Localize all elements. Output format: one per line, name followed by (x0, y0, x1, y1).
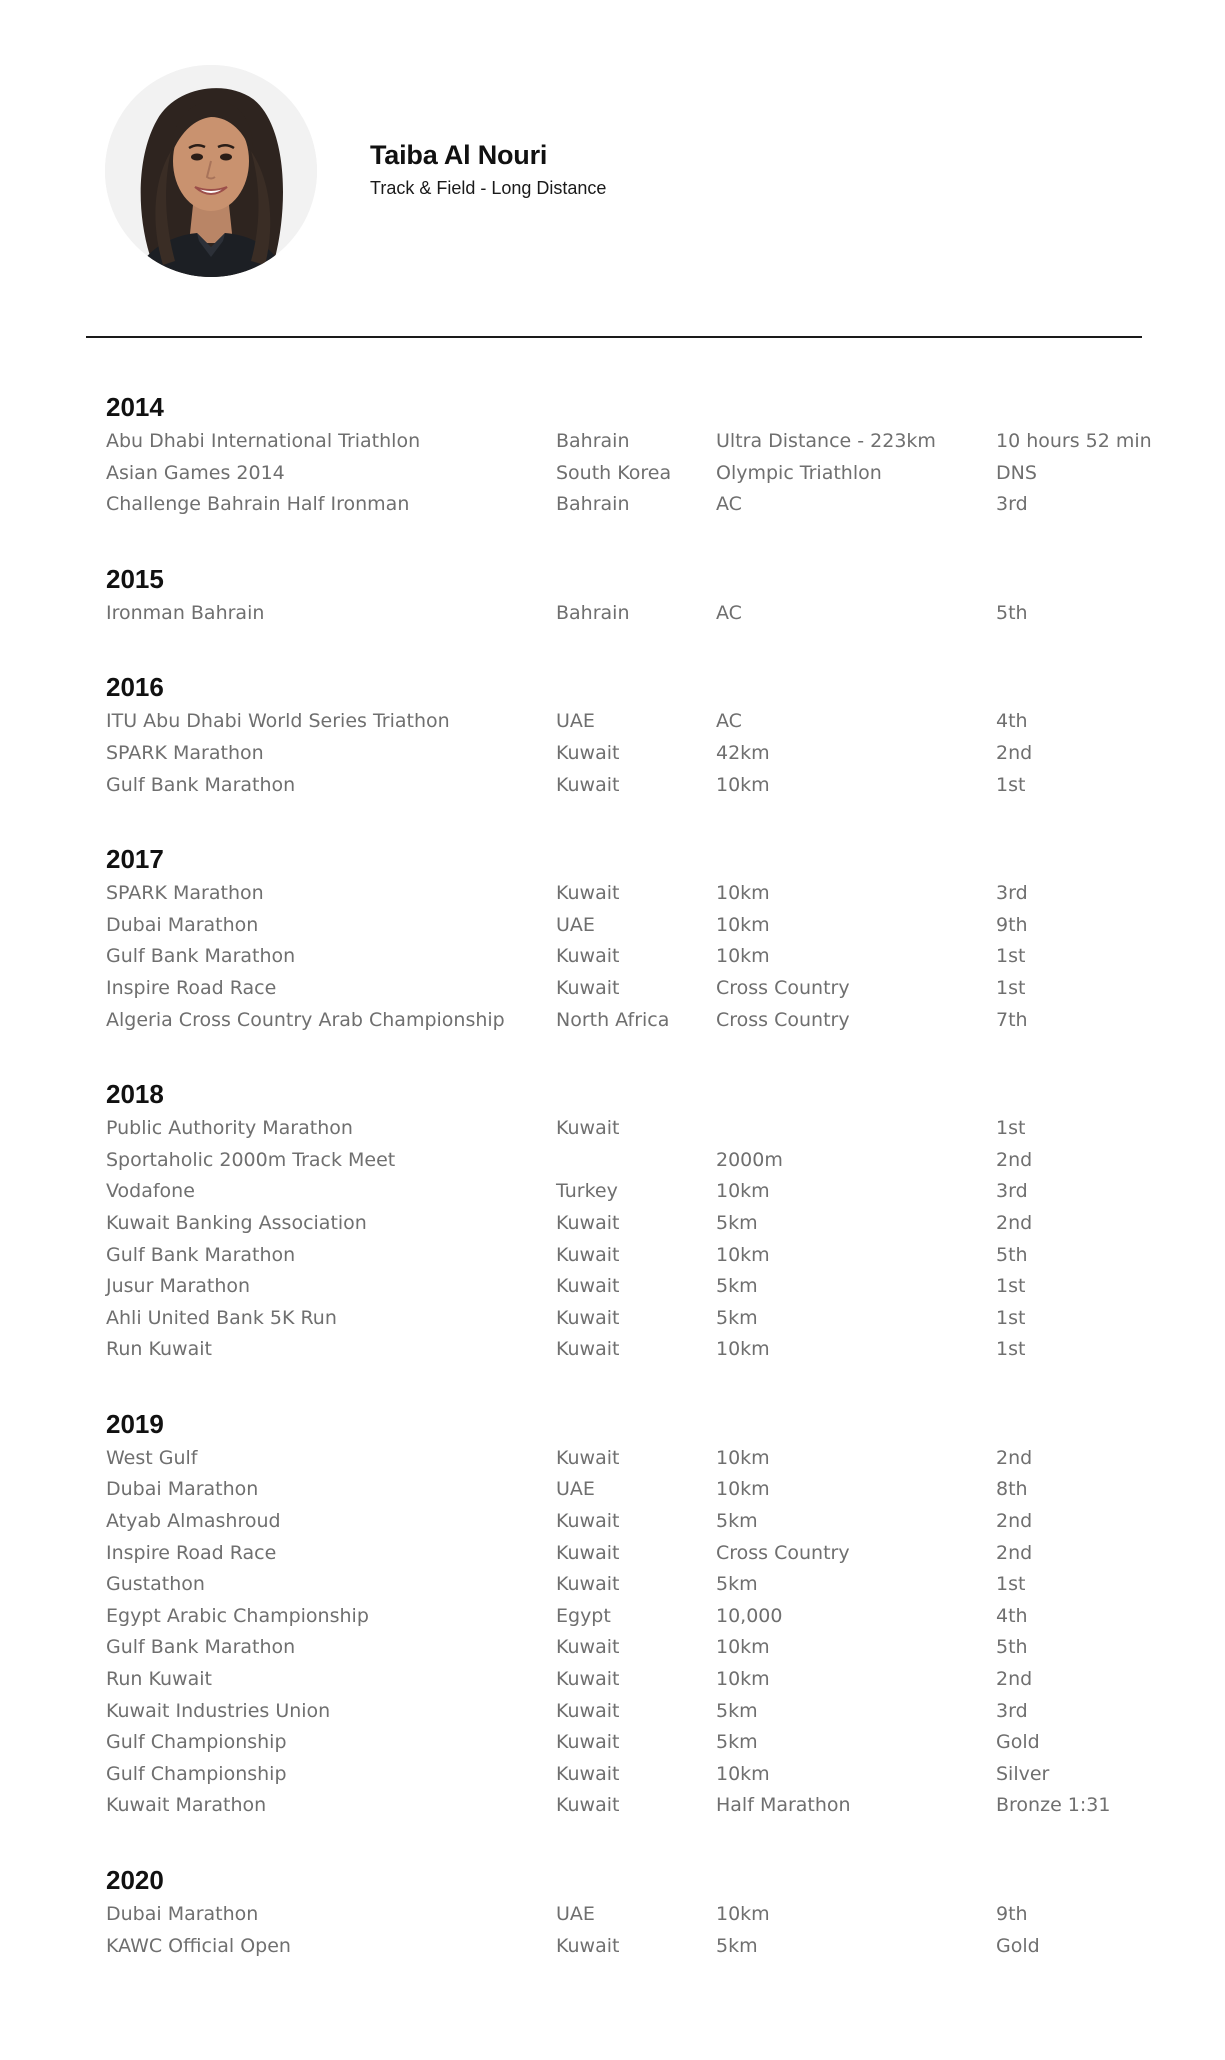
event-name: Kuwait Banking Association (106, 1211, 367, 1234)
event-name: Gustathon (106, 1573, 205, 1596)
event-category: 10km (716, 1478, 770, 1501)
event-name: Inspire Road Race (106, 976, 277, 999)
event-result: 2nd (996, 1446, 1033, 1469)
event-category: Cross Country (716, 976, 850, 999)
event-name: SPARK Marathon (106, 741, 264, 764)
event-result: 4th (996, 710, 1028, 733)
event-country: Kuwait (556, 741, 620, 764)
event-result: 2nd (996, 1510, 1033, 1533)
event-name: Kuwait Industries Union (106, 1699, 331, 1722)
event-name: Egypt Arabic Championship (106, 1604, 369, 1627)
result-row (106, 1271, 1186, 1303)
event-country: Kuwait (556, 1510, 620, 1533)
event-result: 1st (996, 976, 1026, 999)
event-category: 10km (716, 1446, 770, 1469)
event-result: 2nd (996, 1668, 1033, 1691)
event-country: Egypt (556, 1604, 611, 1627)
result-row (106, 1005, 1186, 1037)
event-category: 10km (716, 773, 770, 796)
event-name: Jusur Marathon (106, 1275, 251, 1298)
event-name: Algeria Cross Country Arab Championship (106, 1008, 505, 1031)
event-country: UAE (556, 1903, 595, 1925)
athlete-portrait-icon (105, 65, 317, 277)
year-section-2019 (106, 1405, 1186, 1822)
year-heading: 2020 (106, 1865, 164, 1895)
event-category: 10km (716, 1180, 770, 1203)
event-result: 9th (996, 1903, 1028, 1925)
event-category: Cross Country (716, 1008, 850, 1031)
event-name: Sportaholic 2000m Track Meet (106, 1148, 396, 1171)
event-category: 5km (716, 1211, 758, 1234)
event-category: AC (716, 601, 742, 624)
result-row (106, 1303, 1186, 1335)
event-category: 5km (716, 1275, 758, 1298)
result-row (106, 1474, 1186, 1506)
event-category: Ultra Distance - 223km (716, 430, 936, 452)
event-name: West Gulf (106, 1446, 198, 1469)
event-result: 2nd (996, 1211, 1033, 1234)
result-row (106, 1113, 1186, 1145)
event-country: UAE (556, 913, 595, 936)
event-country: Kuwait (556, 882, 620, 905)
event-country: Kuwait (556, 1573, 620, 1596)
event-country: Kuwait (556, 1275, 620, 1298)
result-row (106, 1632, 1186, 1664)
event-category: 10km (716, 945, 770, 968)
avatar (105, 65, 317, 277)
result-row (106, 1899, 1186, 1931)
event-name: Gulf Bank Marathon (106, 945, 296, 968)
event-country: Kuwait (556, 1211, 620, 1234)
year-heading: 2017 (106, 844, 164, 875)
results-list (106, 388, 1186, 2001)
event-result: 3rd (996, 882, 1028, 905)
event-category: 5km (716, 1510, 758, 1533)
event-category: 5km (716, 1306, 758, 1329)
event-category: 2000m (716, 1148, 783, 1171)
event-result: 5th (996, 601, 1028, 624)
year-section-2018 (106, 1075, 1186, 1366)
event-country: Kuwait (556, 1243, 620, 1266)
event-result: 3rd (996, 1699, 1028, 1722)
event-result: 2nd (996, 741, 1033, 764)
event-name: Asian Games 2014 (106, 461, 285, 484)
event-result: 1st (996, 1338, 1026, 1361)
event-name: KAWC Official Open (106, 1934, 291, 1957)
profile-header (0, 0, 1225, 340)
event-country: Kuwait (556, 1338, 620, 1361)
result-row (106, 1443, 1186, 1475)
result-row (106, 1240, 1186, 1272)
event-category: 5km (716, 1699, 758, 1722)
event-result: 5th (996, 1636, 1028, 1659)
event-category: 10km (716, 1636, 770, 1659)
year-heading: 2016 (106, 672, 164, 703)
result-row (106, 770, 1186, 802)
event-category: 42km (716, 741, 770, 764)
year-heading: 2018 (106, 1079, 164, 1110)
event-country: South Korea (556, 461, 672, 484)
event-result: 2nd (996, 1148, 1033, 1171)
event-result: 8th (996, 1478, 1028, 1501)
result-row (106, 738, 1186, 770)
event-name: Inspire Road Race (106, 1541, 277, 1564)
event-result: 1st (996, 1573, 1026, 1596)
year-heading: 2019 (106, 1408, 164, 1439)
result-row (106, 1506, 1186, 1538)
event-name: Run Kuwait (106, 1338, 212, 1361)
event-result: Gold (996, 1731, 1040, 1754)
result-row (106, 941, 1186, 973)
event-name: Atyab Almashroud (106, 1510, 281, 1533)
event-result: 9th (996, 913, 1028, 936)
event-result: 1st (996, 1306, 1026, 1329)
event-country: Kuwait (556, 1446, 620, 1469)
event-result: DNS (996, 461, 1037, 484)
event-category: 10km (716, 882, 770, 905)
event-name: Kuwait Marathon (106, 1794, 267, 1817)
result-row (106, 1334, 1186, 1366)
event-category: AC (716, 493, 742, 516)
event-name: Gulf Bank Marathon (106, 1636, 296, 1659)
result-row (106, 426, 1186, 458)
athlete-name: Taiba Al Nouri (370, 140, 548, 170)
event-country: Bahrain (556, 601, 630, 624)
event-country: Kuwait (556, 1762, 620, 1785)
event-result: 1st (996, 1117, 1026, 1140)
year-heading: 2015 (106, 563, 164, 594)
event-category: 10km (716, 1762, 770, 1785)
event-name: Vodafone (106, 1180, 195, 1203)
event-category: 10km (716, 1338, 770, 1361)
event-country: Bahrain (556, 430, 630, 452)
athlete-discipline: Track & Field - Long Distance (370, 178, 607, 198)
result-row (106, 973, 1186, 1005)
year-section-2016 (106, 668, 1186, 801)
event-result: 2nd (996, 1541, 1033, 1564)
result-row (106, 910, 1186, 942)
event-country: Kuwait (556, 1699, 620, 1722)
result-row (106, 1208, 1186, 1240)
result-row (106, 1727, 1186, 1759)
event-category: 10km (716, 1668, 770, 1691)
year-section-2015 (106, 560, 1186, 630)
result-row (106, 1664, 1186, 1696)
event-country: Kuwait (556, 1306, 620, 1329)
event-country: Kuwait (556, 1541, 620, 1564)
event-category: 5km (716, 1573, 758, 1596)
header-divider (86, 336, 1142, 338)
year-section-2017 (106, 840, 1186, 1036)
event-result: Bronze 1:31 (996, 1794, 1111, 1817)
event-result: 4th (996, 1604, 1028, 1627)
event-result: 10 hours 52 min (996, 430, 1152, 452)
result-row (106, 1569, 1186, 1601)
event-country: North Africa (556, 1008, 670, 1031)
event-country: UAE (556, 1478, 595, 1501)
result-row (106, 1176, 1186, 1208)
event-name: Gulf Bank Marathon (106, 1243, 296, 1266)
event-result: 1st (996, 1275, 1026, 1298)
event-country: Kuwait (556, 976, 620, 999)
event-result: 3rd (996, 1180, 1028, 1203)
result-row (106, 1931, 1186, 1963)
event-category: Olympic Triathlon (716, 461, 882, 484)
result-row (106, 598, 1186, 630)
event-name: Challenge Bahrain Half Ironman (106, 493, 410, 516)
year-section-2014 (106, 388, 1186, 521)
event-name: Abu Dhabi International Triathlon (106, 430, 421, 452)
event-country: Turkey (556, 1180, 618, 1203)
event-country: Kuwait (556, 1636, 620, 1659)
event-country: Kuwait (556, 1794, 620, 1817)
event-name: Ahli United Bank 5K Run (106, 1306, 337, 1329)
result-row (106, 1696, 1186, 1728)
event-name: Dubai Marathon (106, 913, 259, 936)
event-country: Kuwait (556, 773, 620, 796)
event-result: 7th (996, 1008, 1028, 1031)
result-row (106, 1538, 1186, 1570)
event-country: Kuwait (556, 1731, 620, 1754)
event-category: 5km (716, 1731, 758, 1754)
result-row (106, 489, 1186, 521)
result-row (106, 706, 1186, 738)
event-country: Kuwait (556, 1934, 620, 1957)
event-category: 10km (716, 913, 770, 936)
year-heading: 2014 (106, 392, 164, 422)
event-country: Kuwait (556, 1117, 620, 1140)
event-name: Dubai Marathon (106, 1478, 259, 1501)
event-name: Ironman Bahrain (106, 601, 265, 624)
event-country: Kuwait (556, 1668, 620, 1691)
event-country: Bahrain (556, 493, 630, 516)
event-category: 10km (716, 1243, 770, 1266)
result-row (106, 1790, 1186, 1822)
year-section-2020 (106, 1861, 1186, 1962)
event-name: Public Authority Marathon (106, 1117, 353, 1140)
result-row (106, 1759, 1186, 1791)
event-result: 5th (996, 1243, 1028, 1266)
event-name: ITU Abu Dhabi World Series Triathon (106, 710, 450, 733)
event-country: UAE (556, 710, 595, 733)
event-name: Run Kuwait (106, 1668, 212, 1691)
event-category: Cross Country (716, 1541, 850, 1564)
event-name: Dubai Marathon (106, 1903, 259, 1925)
event-name: Gulf Championship (106, 1762, 287, 1785)
event-country: Kuwait (556, 945, 620, 968)
event-result: Silver (996, 1762, 1050, 1785)
event-name: Gulf Bank Marathon (106, 773, 296, 796)
event-result: 3rd (996, 493, 1028, 516)
event-category: 5km (716, 1934, 758, 1957)
event-result: Gold (996, 1934, 1040, 1957)
result-row (106, 1145, 1186, 1177)
event-result: 1st (996, 945, 1026, 968)
result-row (106, 878, 1186, 910)
event-category: 10,000 (716, 1604, 783, 1627)
event-name: Gulf Championship (106, 1731, 287, 1754)
result-row (106, 1601, 1186, 1633)
event-category: 10km (716, 1903, 770, 1925)
event-name: SPARK Marathon (106, 882, 264, 905)
event-result: 1st (996, 773, 1026, 796)
result-row (106, 458, 1186, 490)
event-category: Half Marathon (716, 1794, 851, 1817)
event-category: AC (716, 710, 742, 733)
